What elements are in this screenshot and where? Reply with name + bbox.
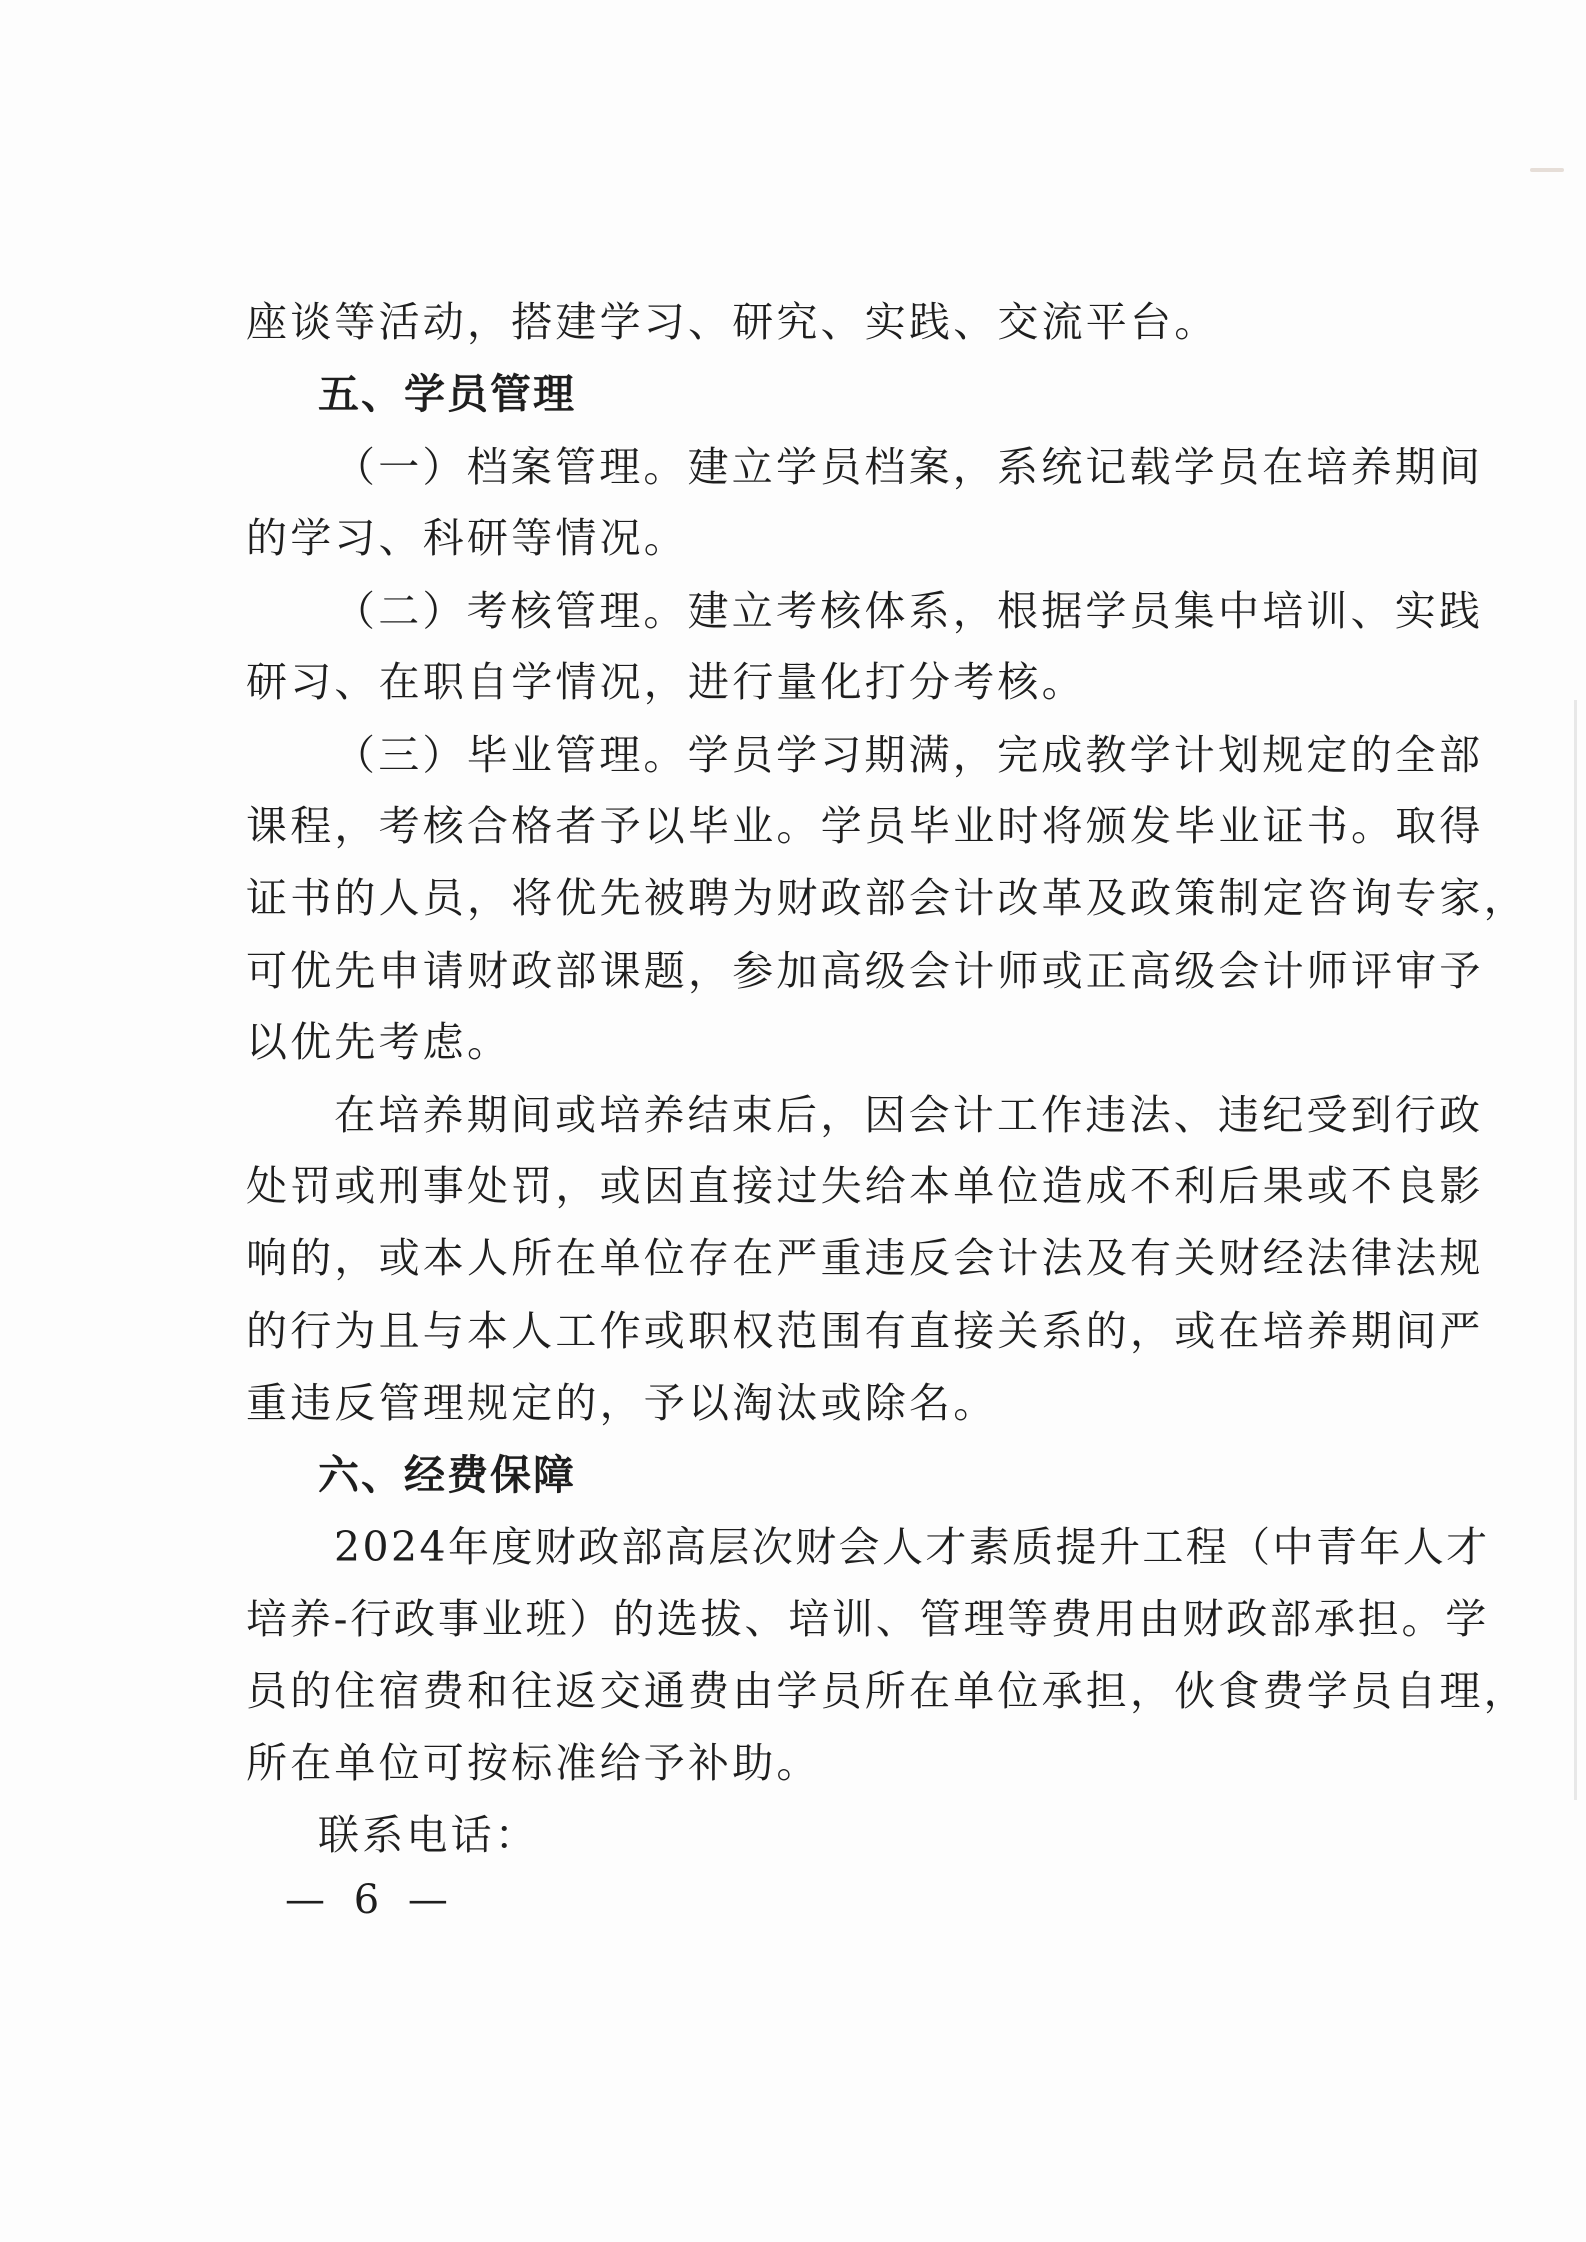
text-line: 培养-行政事业班）的选拔、培训、管理等费用由财政部承担。学 <box>246 1595 1490 1643</box>
text-line: 重违反管理规定的，予以淘汰或除名。 <box>246 1379 998 1427</box>
text-line: 研习、在职自学情况，进行量化打分考核。 <box>246 658 1086 706</box>
text-line: 所在单位可按标准给予补助。 <box>246 1739 821 1787</box>
text-line: （一）档案管理。建立学员档案，系统记载学员在培养期间 <box>334 443 1484 491</box>
text-line: 员的住宿费和往返交通费由学员所在单位承担，伙食费学员自理， <box>246 1667 1528 1715</box>
text-line: 座谈等活动，搭建学习、研究、实践、交流平台。 <box>246 298 1219 346</box>
text-line: 证书的人员，将优先被聘为财政部会计改革及政策制定咨询专家， <box>246 874 1528 922</box>
text-line: 可优先申请财政部课题，参加高级会计师或正高级会计师评审予 <box>246 947 1484 995</box>
section-heading-student-management: 五、学员管理 <box>318 370 576 418</box>
text-line: 处罚或刑事处罚，或因直接过失给本单位造成不利后果或不良影 <box>246 1162 1484 1210</box>
page-number: — 6 — <box>285 1877 456 1923</box>
text-line: （二）考核管理。建立考核体系，根据学员集中培训、实践 <box>334 587 1484 635</box>
text-line: 在培养期间或培养结束后，因会计工作违法、违纪受到行政 <box>334 1091 1484 1139</box>
contact-phone-label: 联系电话： <box>318 1811 539 1859</box>
text-line: 的学习、科研等情况。 <box>246 514 688 562</box>
scan-artifact <box>1530 168 1564 172</box>
section-heading-funding: 六、经费保障 <box>318 1451 576 1499</box>
scan-edge-shadow <box>1574 700 1577 1800</box>
text-line: 的行为且与本人工作或职权范围有直接关系的，或在培养期间严 <box>246 1307 1484 1355</box>
text-line: 课程，考核合格者予以毕业。学员毕业时将颁发毕业证书。取得 <box>246 802 1484 850</box>
text-line: 响的，或本人所在单位存在严重违反会计法及有关财经法律法规 <box>246 1234 1484 1282</box>
text-line: 2024年度财政部高层次财会人才素质提升工程（中青年人才 <box>334 1523 1490 1571</box>
text-line: （三）毕业管理。学员学习期满，完成教学计划规定的全部 <box>334 731 1484 779</box>
text-line: 以优先考虑。 <box>246 1018 512 1066</box>
